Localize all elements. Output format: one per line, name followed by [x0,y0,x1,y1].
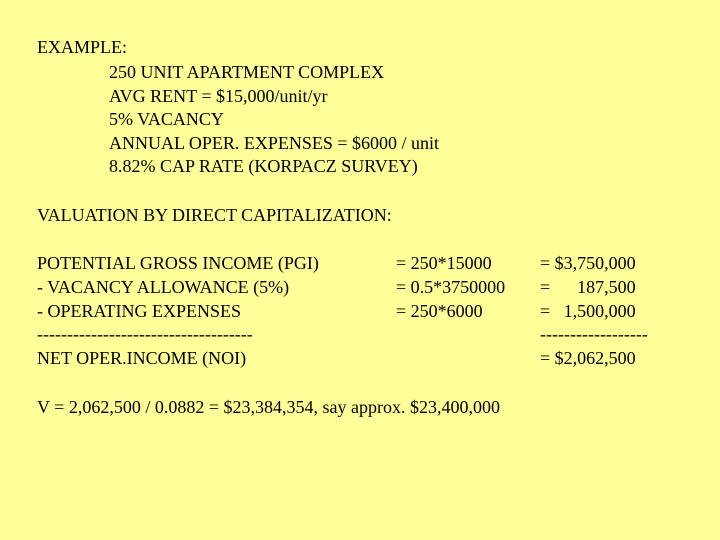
row-pgi-result: = $3,750,000 [540,253,636,273]
row-divider-label: ------------------------------------ [37,324,253,344]
row-pgi-label: POTENTIAL GROSS INCOME (PGI) [37,253,319,273]
row-pgi-formula: = 250*15000 [396,253,492,273]
row-vacancy-label: - VACANCY ALLOWANCE (5%) [37,277,290,297]
example-item-cap-rate: 8.82% CAP RATE (KORPACZ SURVEY) [109,156,418,176]
example-item-rent: AVG RENT = $15,000/unit/yr [109,86,328,106]
row-noi-result: = $2,062,500 [540,348,636,368]
row-opex-label: - OPERATING EXPENSES [37,301,242,321]
row-vacancy-formula: = 0.5*3750000 [396,277,506,297]
example-item-vacancy: 5% VACANCY [109,109,224,129]
row-divider-result: ------------------ [540,324,648,344]
row-opex-formula: = 250*6000 [396,301,483,321]
valuation-heading: VALUATION BY DIRECT CAPITALIZATION: [37,205,392,225]
row-noi-label: NET OPER.INCOME (NOI) [37,348,247,368]
example-heading: EXAMPLE: [37,37,127,57]
valuation-conclusion: V = 2,062,500 / 0.0882 = $23,384,354, say approx. $23,400,000 [37,397,500,417]
row-vacancy-result: = 187,500 [540,277,636,297]
example-item-expenses: ANNUAL OPER. EXPENSES = $6000 / unit [109,133,440,153]
row-opex-result: = 1,500,000 [540,301,636,321]
example-item-units: 250 UNIT APARTMENT COMPLEX [109,62,385,82]
